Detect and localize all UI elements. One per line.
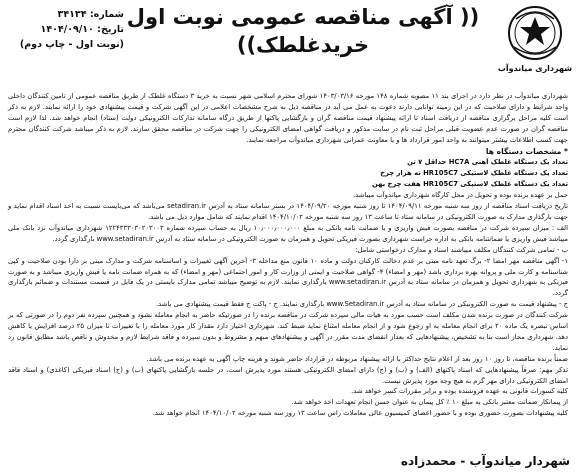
body-paragraph: ب - تمامی شرکت کنندگان مکلف میباشند اسناد و مدارک درخواستی شامل:: [355, 245, 568, 254]
notice-edition: (نوبت اول - چاپ دوم): [19, 39, 124, 50]
spec-item: تعداد یک دستگاه غلطک لاستیکی HR105C7 هفت چرخ بهن: [372, 180, 568, 189]
body-paragraph: از پیمانکار ضمانت معتبر بانکی به مبلغ ۱۰ ٪ کل پیمان به عنوان حسن انجام تعهدات اخذ خواهد شد.: [291, 398, 568, 407]
body-paragraph: تاریخ دریافت اسناد مناقصه از روز سه شنبه مورخه ۱۴۰۴/۰۹/۱۱ تا روز شنبه مورخه ۱۴۰۴/۰۹/۲۰ در بستر سامانه ستاد به آدرس setadiran.ir می‌باشد که می‌بایست نسبت به اخذ اسناد اقدام نماید و جهت بارگذاری مدارک به صورت الکترونیکی در سامانه ستاد تا ساعت ۱۳ روز سه شنبه مورخه ۱۴۰۴/۱۰/۰۲ اقدام نمایند که شامل موارد ذیل می باشد.: [8, 202, 568, 221]
municipality-logo: [497, 3, 573, 77]
notice-number-label: شماره:: [89, 9, 124, 20]
body-paragraph: شرکت کنندگان در صورت برنده شدن مکلف است حسب مورد به هیات مالی سپرده شرکت در مناقصه برنده را در صورتیکه حاضر به انجام معامله نشود و همچنین سپرده نفر دوم را در صورتی که بر اساس تبصره یک ماده ۲۰ برای انجام معامله به او رجوع شود و از انجام معامله امتناع نماید ضبط کند. شهرداری اختیار دارد مقدار کار مورد معامله را با تغییرات تا میزان ۲۵ درصد افزایش یا کاهش دهد. شهرداری مجاز است بنا به تشخیص، پیشنهادهایی که بعداز انقضای مدت مقرر در آگهی و پیشنهادهای مبهم و مشروط و بدون سپرده و فاقد شرایط لازم و مخدوش و ناقص باشد مطابق قانون رد نماید.: [8, 311, 568, 352]
notice-date-row: [8, 22, 124, 37]
notice-date-value: ۱۴۰۴/۰۹/۱۰: [40, 24, 94, 35]
notice-body: [6, 91, 570, 419]
intro-paragraph: شهرداری میاندوآب در نظر دارد در اجرای بند ۱۱ مصوبه شماره ۱۴۸ مورخه ۱۴۰۳/۰۳/۱۶ شورای محترم اسلامی شهر نسبت به خرید ۳ دستگاه غلطک از طریق مناقصه عمومی از تامین کنندگان داخلی واجد شرایط و دارای صلاحیت که در این زمینه توانایی دارند دعوت به عمل می آید در مناقصه ذیل به شرح مشخصات اعلامی در این آگهی شرکت و قیمت پیشنهادی خود را ارائه نمایند. لازم به ذکر است کلیه مراحل برگزاری مناقصه از دریافت اسناد تا ارائه پیشنهاد قیمت مناقصه گران و بازگشایی پاکتها از طریق درگاه سامانه تدارکات الکترونیکی دولت (ستاد) انجام خواهد شد. لذا لازم است مناقصه گران در صورت عدم عضویت قبلی مراحل ثبت نام در سایت مذکور و دریافت گواهی امضای الکترونیکی را جهت شرکت در مناقصه محقق سازند. لازم به ذکر میباشد شرکت کنندگان محترم جهت کسب اطلاعات بیشتر میتوانند به واحد امور قرارداد ها و یا معاونت عمرانی شهرداری میاندوآب مراجعه نمایند.: [8, 92, 568, 144]
notice-title: [126, 3, 480, 59]
specs-heading: * مشخصات دستگاه ها: [485, 146, 568, 156]
spec-item: تعداد یک دستگاه غلطک آهنی HC7A حداقل ۷ تن: [407, 158, 568, 167]
spec-item: تعداد یک دستگاه غلطک لاستیکی HR105C7 نه هزار چرخ: [380, 169, 568, 178]
notice-date-label: تاریخ:: [97, 24, 124, 35]
notice-meta: [8, 7, 124, 52]
title-line-1: (( آگهی مناقصه عمومی نوبت اول: [126, 5, 480, 29]
issuer-signature: شهردار میاندوآب - محمدزاده: [400, 454, 570, 468]
notice-number-row: [8, 7, 124, 22]
body-paragraph: تذکر مهم: صرفاً پیشنهادهایی که اسناد پاکتهای (الف) و (ب) و (ج) دارای امضای الکترونیکی هستند مورد پذیرش است. در جلسه بازگشایی پاکتهای (ب) و (ج) اسناد فیزیکی (کاغذی) و اسناد فاقد امضای الکترونیکی دارای مهر گرم به هیچ وجه مورد پذیرش نیست.: [8, 365, 568, 385]
body-paragraph: کلیه کسورات قانونی به عهده فروشنده بوده و برابر مقررات کسر خواهد شد.: [351, 387, 568, 396]
body-paragraph: ضمناً برنده مناقصه، تا روز ۱۰ روز بعد از اعلام نتایج حداکثر با ارائه پیشنهاد مربوطه در قرارداد حاضر شوند و هزینه چاپ آگهی به عهده برنده می باشد.: [146, 354, 568, 363]
notice-number-value: ۳۴۱۳۴: [57, 9, 87, 20]
body-paragraph: ۱- آگهی مناقصه مهر امضا ۲- برگ تعهد نامه مبنی بر عدم دخالت کارکنان دولت و ماده ۱۰ قانون منع مداخله ۳- آخرین آگهی تغییرات و اساسنامه شرکت و مدارک مبنی بر دارا بودن صلاحیت و کپی شناسنامه و کارت ملی و پروانه بهره برداری باشد (مهر و امضاء) ۴- گواهی صلاحیت و ایمنی از وزارت کار و امور اجتماعی (مهر و امضاء) که به همراه ضمانت نامه یا فیش واریزی میباشد و به صورت فیزیکی به شهرداری تحویل و همزمان در سامانه ستاد به آدرس www.setadiran.ir بارگذاری نمایند. لازم به توضیح میباشد تمامی مدارک بایستی در یک فایل در قسمت مستندات و ضمائم بارگذاری گردد.: [8, 256, 569, 298]
notice-footer: [6, 450, 570, 472]
body-paragraph: ج - پیشنهاد قیمت به صورت الکترونیکی در سامانه ستاد به آدرس www.Setadiran.ir بارگذاری نمایند. ج - پاکت ج فقط قیمت پیشنهادی می باشد.: [156, 300, 568, 309]
body-paragraph: کلیه پیشنهادات بصورت حضوری بوده و با حضور اعضای کمیسیون عالی معاملات راس ساعت ۱۳ روز سه شنبه مورخه ۱۴۰۴/۱۰/۰۲ انجام خواهد شد.: [152, 409, 568, 418]
body-paragraph: حمل بر عهده برنده بوده و تحویل در محل کارگاه شهرداری میاندوآب میباشد.: [353, 191, 568, 200]
title-line-2: خریدغلطک)): [236, 33, 370, 57]
body-paragraph: الف : میزان سپرده شرکت در مناقصه بصورت فیش واریزی و یا ضمانت نامه بانکی به مبلغ ۱۰٫۰۰۰٫۰۰۰٫۰۰۰ ریال به حساب سپرده شماره ۱۲۲۴۳۳۳۰۳۰۲۰۳۰۰۳ شهرداری میاندوآب نزد بانک ملی میباشد فیش واریزی یا ضمانتنامه بانکی به اداره حراست شهرداری بصورت فیزیکی تحویل و همزمان به صورت الکترونیکی در سامانه ستاد به آدرس www.setadiran.ir بارگذاری گردد.: [8, 223, 568, 243]
municipality-emblem-icon: [506, 3, 564, 63]
notice-header: [6, 3, 573, 89]
logo-caption: شهرداری میاندوآب: [497, 64, 573, 73]
